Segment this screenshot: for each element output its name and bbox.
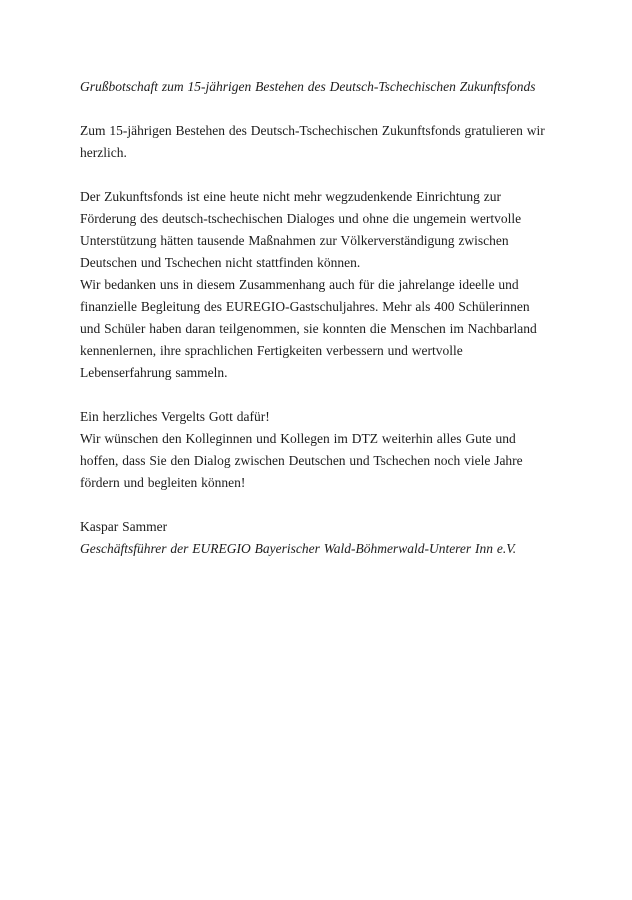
paragraph-fund-importance: Der Zukunftsfonds ist eine heute nicht mehr wegzudenkende Einrichtung zur Förderung des deutsch-tschechischen Dialoges und ohne die ungemein wertvolle Unterstützung hätten tausende Maßnahmen zur Völkerverständigung zwischen Deutschen und Tschechen nicht stattfinden können. (80, 189, 522, 270)
congratulation-block (80, 120, 550, 164)
paragraph-thanks: Wir bedanken uns in diesem Zusammenhang auch für die jahrelange ideelle und finanzielle Begleitung des EUREGIO-Gastschuljahres. Mehr als 400 Schülerinnen und Schüler haben daran teilgenommen, sie konnten die Menschen im Nachbarland kennenlernen, ihre sprachlichen Fertigkeiten verbessern und wertvolle Lebenserfahrung sammeln. (80, 277, 537, 380)
document-content (80, 76, 550, 582)
paragraph-congratulation: Zum 15-jährigen Bestehen des Deutsch-Tschechischen Zukunftsfonds gratulieren wir herzlich. (80, 123, 545, 160)
paragraph-wishes: Wir wünschen den Kolleginnen und Kollegen im DTZ weiterhin alles Gute und hoffen, dass Sie den Dialog zwischen Deutschen und Tschechen noch viele Jahre fördern und begleiten können! (80, 431, 523, 490)
signature-role: Geschäftsführer der EUREGIO Bayerischer Wald-Böhmerwald-Unterer Inn e.V. (80, 541, 517, 556)
title-block (80, 76, 550, 98)
closing-block (80, 406, 550, 494)
signature-block (80, 516, 550, 560)
body-block (80, 186, 550, 384)
signature-name: Kaspar Sammer (80, 519, 168, 534)
paragraph-vergelts-gott: Ein herzliches Vergelts Gott dafür! (80, 409, 270, 424)
document-title: Grußbotschaft zum 15-jährigen Bestehen des Deutsch-Tschechischen Zukunftsfonds (80, 79, 536, 94)
